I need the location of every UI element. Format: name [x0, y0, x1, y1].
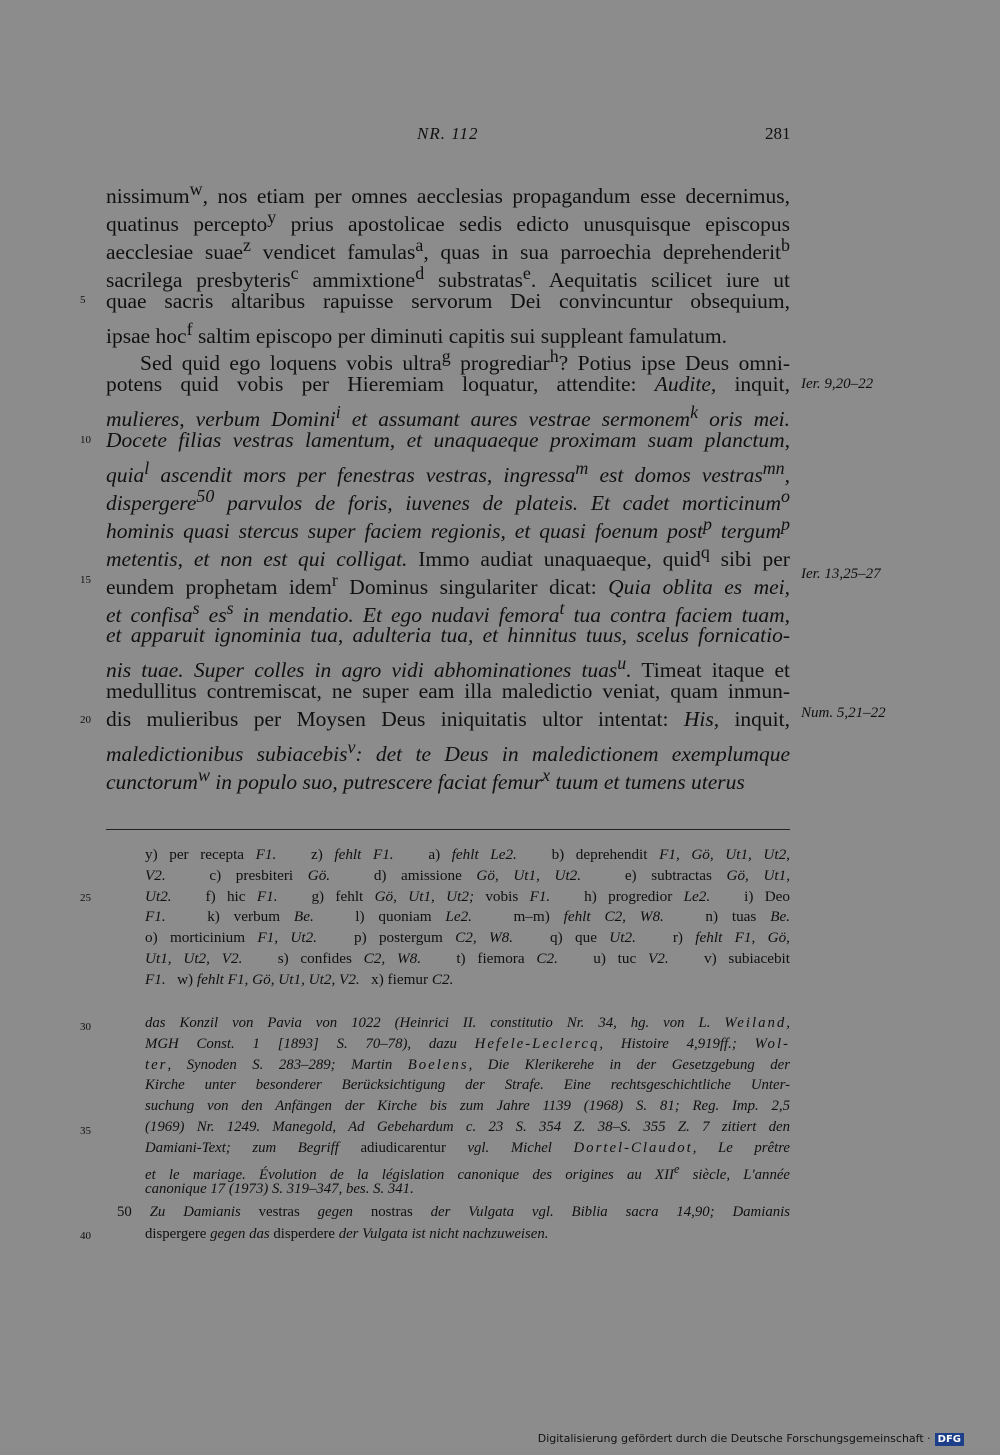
footnote-line: F1. w) fehlt F1, Gö, Ut1, Ut2, V2. x) fiemur C2.	[145, 970, 454, 988]
text-line: et confisa$^s$ $es^s$ in mendatio. Et ego nudavi femora$^t$ tua contra faciem tuam,	[106, 597, 790, 627]
commentary-line: (1969) Nr. 1249. Manegold, Ad Gebehardum c. 23 S. 354 Z. 38–S. 355 Z. 7 zitiert den	[145, 1119, 790, 1135]
commentary-line: canonique 17 (1973) S. 319–347, bes. S. 341.	[145, 1181, 414, 1198]
footnote-line: Ut2. f) hic F1. g) fehlt Gö, Ut1, Ut2; vobis F1. h) progredior Le2. i) Deo	[145, 887, 791, 905]
text-line: maledictionibus subiacebis$^v$: det te Deus in maledictionem exemplumque	[106, 737, 790, 767]
text-line: mulieres, verbum Domini$^i$ et assumant aures vestrae sermonem$^k$ oris mei.	[106, 402, 790, 432]
text-line: nis tuae. Super colles in agro vidi abhominationes tuas$^u$. Timeat itaque et	[106, 653, 790, 683]
line-number: 15	[80, 574, 91, 586]
text-line: quatinus percepto$^y$ prius apostolicae sedis edicto unusquisque episcopus	[106, 206, 790, 237]
text-line: eundem prophetam idem$^r$ Dominus singulariter dicat: Quia oblita es mei,	[106, 569, 790, 599]
commentary-line: Kirche unter besonderer Berücksichtigung der Strafe. Eine rechtsgeschichtliche Unter-	[145, 1077, 790, 1094]
text-line: quae sacris altaribus rapuisse servorum Dei convincuntur obsequium,	[106, 288, 790, 313]
text-line: hominis quasi stercus super faciem regionis, et quasi foenum post$^p$ tergum$^p$	[106, 513, 790, 543]
text-line: dis mulieribus per Moysen Deus iniquitatis ultor intentat: His, inquit,	[106, 707, 791, 732]
commentary-line: et le mariage. Évolution de la législation canonique des origines au XIIe siècle, L'année	[145, 1161, 790, 1183]
text-line: potens quid vobis per Hieremiam loquatur, attendite: Audite, inquit,	[106, 372, 791, 397]
credit-text: Digitalisierung gefördert durch die Deutsche Forschungsgemeinschaft ·	[537, 1432, 931, 1445]
text-line: Docete filias vestras lamentum, et unaquaeque proximam suam planctum,	[106, 428, 790, 453]
text-line: dispergere$^{50}$ parvulos de foris, iuvenes de plateis. Et cadet morticinum$^o$	[106, 485, 790, 516]
line-number: 20	[80, 714, 91, 726]
footnote-line: o) morticinium F1, Ut2. p) postergum C2, W8. q) que Ut2. r) fehlt F1, Gö,	[145, 929, 790, 947]
footnote-50-line: dispergere gegen das disperdere der Vulgata ist nicht nachzuweisen.	[145, 1226, 549, 1242]
commentary-line: suchung von den Anfängen der Kirche bis zum Jahre 1139 (1968) S. 81; Reg. Imp. 2,5	[145, 1098, 790, 1115]
line-number: 30	[80, 1021, 91, 1033]
commentary-line: ter, Synoden S. 283–289; Martin Boelens, Die Klerikerehe in der Gesetzgebung der	[145, 1056, 790, 1073]
footnote-line: y) per recepta F1. z) fehlt F1. a) fehlt Le2. b) deprehendit F1, Gö, Ut1, Ut2,	[145, 846, 790, 863]
footnote-line: Ut1, Ut2, V2. s) confides C2, W8. t) fiemora C2. u) tuc V2. v) subiacebit	[145, 950, 790, 967]
line-number: 40	[80, 1230, 91, 1242]
running-header-title: NR. 112	[417, 124, 479, 143]
footnote-rule	[106, 829, 790, 830]
footnote-50-line: 50 Zu Damianis vestras gegen nostras der Vulgata vgl. Biblia sacra 14,90; Damianis	[117, 1204, 790, 1220]
line-number: 25	[80, 892, 91, 904]
text-line: Sed quid ego loquens vobis ultra$^g$ progrediar$^h$? Potius ipse Deus omni-	[140, 346, 790, 376]
text-line: cunctorum$^w$ in populo suo, putrescere faciat femur$^x$ tuum et tumens uterus	[106, 764, 745, 795]
line-number: 10	[80, 434, 91, 446]
commentary-line: MGH Const. 1 [1893] S. 70–78), dazu Hefele-Leclercq, Histoire 4,919ff.; Wol-	[145, 1035, 790, 1052]
text-line: et apparuit ignominia tua, adulteria tua, et hinnitus tuus, scelus fornicatio-	[106, 623, 790, 648]
margin-reference: Ier. 13,25–27	[801, 566, 881, 582]
commentary-line: Damiani-Text; zum Begriff adiudicarentur vgl. Michel Dortel-Claudot, Le prêtre	[145, 1139, 790, 1156]
text-line: aecclesiae suae$^z$ vendicet famulas$^a$, quas in sua parroechia deprehenderit$^b$	[106, 234, 790, 264]
page-number: 281	[765, 124, 791, 143]
line-number: 35	[80, 1125, 91, 1137]
margin-reference: Num. 5,21–22	[801, 705, 886, 721]
text-line: sacrilega presbyteris$^c$ ammixtione$^d$ substratas$^e$. Aequitatis scilicet iure ut	[106, 262, 791, 292]
footnote-line: V2. c) presbiteri Gö. d) amissione Gö, Ut1, Ut2. e) subtractas Gö, Ut1,	[145, 866, 791, 884]
footnote-line: F1. k) verbum Be. l) quoniam Le2. m–m) fehlt C2, W8. n) tuas Be.	[145, 908, 791, 926]
line-number: 5	[80, 294, 86, 306]
digitization-credit	[538, 1432, 964, 1446]
dfg-logo: DFG	[935, 1433, 964, 1446]
text-line: medullitus contremiscat, ne super eam illa maledictio veniat, quam inmun-	[106, 679, 790, 704]
text-line: nissimum$^w$, nos etiam per omnes aecclesias propagandum esse decernimus,	[106, 179, 790, 209]
margin-reference: Ier. 9,20–22	[801, 376, 874, 392]
text-line: quia$^l$ ascendit mors per fenestras vestras, ingressa$^m$ est domos vestras$^{mn}$,	[106, 458, 791, 488]
commentary-line: das Konzil von Pavia von 1022 (Heinrici II. constitutio Nr. 34, hg. von L. Weiland,	[145, 1015, 790, 1031]
text-line: metentis, et non est qui colligat. Immo audiat unaquaeque, quid$^q$ sibi per	[106, 541, 790, 571]
text-line: ipsae hoc$^f$ saltim episcopo per diminuti capitis sui suppleant famulatum.	[106, 318, 727, 348]
